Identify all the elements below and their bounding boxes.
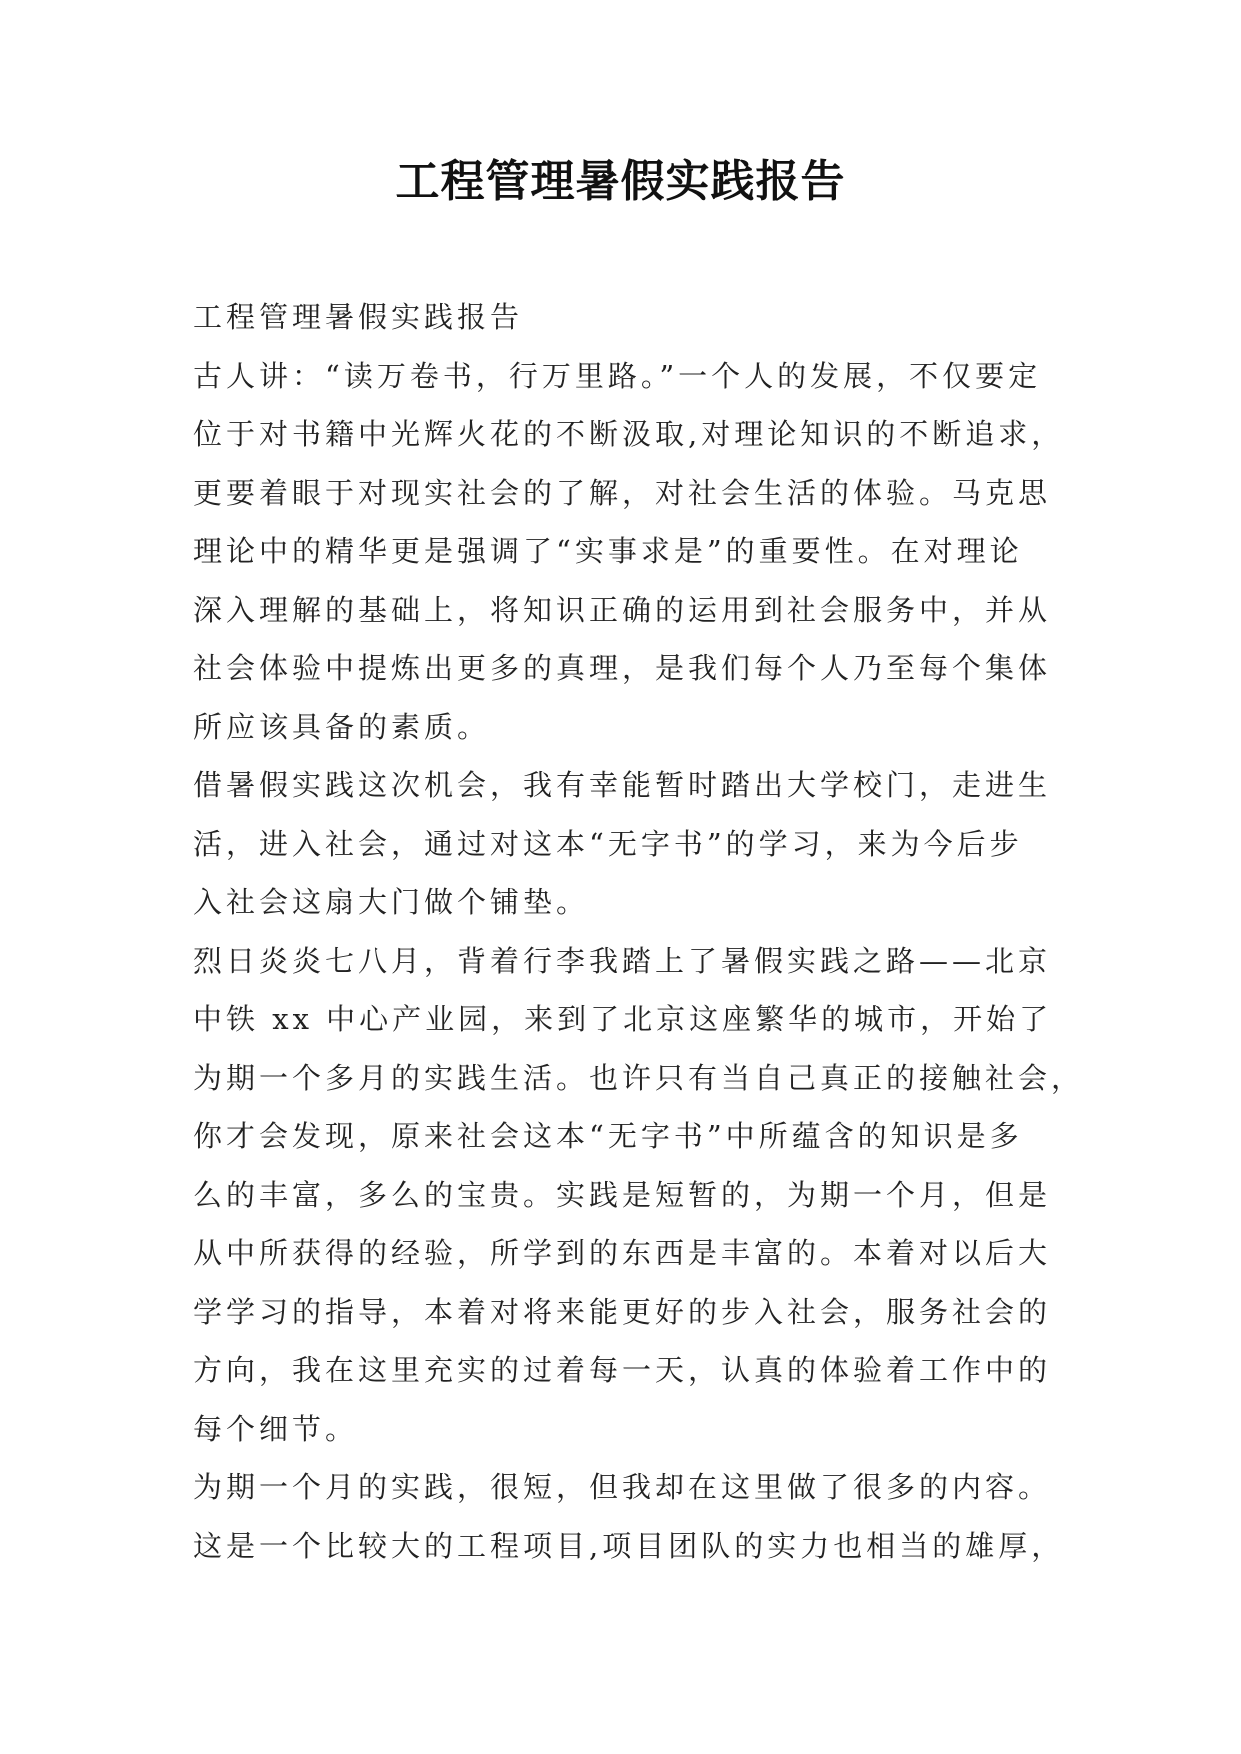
document-title: 工程管理暑假实践报告 (395, 156, 846, 207)
body-line: 学学习的指导，本着对将来能更好的步入社会，服务社会的 (193, 1294, 1052, 1329)
body-line: 社会体验中提炼出更多的真理，是我们每个人乃至每个集体 (193, 651, 1052, 685)
body-line: 为期一个多月的实践生活。也许只有当自己真正的接触社会， (193, 1060, 1085, 1095)
body-line: 入社会这扇大门做个铺垫。 (193, 885, 590, 919)
body-line: 烈日炎炎七八月，背着行李我踏上了暑假实践之路——北京 (193, 943, 1052, 978)
body-line: 古人讲：“读万卷书，行万里路。”一个人的发展，不仅要定 (193, 358, 1042, 393)
body-line: 每个细节。 (193, 1411, 359, 1446)
body-line: 更要着眼于对现实社会的了解，对社会生活的体验。马克思 (193, 475, 1052, 510)
body-line: 你才会发现，原来社会这本“无字书”中所蕴含的知识是多 (193, 1119, 1023, 1153)
document-body (193, 288, 1085, 1575)
body-line: 理论中的精华更是强调了“实事求是”的重要性。在对理论 (193, 534, 1023, 568)
body-line: 么的丰富，多么的宝贵。实践是短暂的，为期一个月，但是 (193, 1177, 1052, 1212)
body-line: 深入理解的基础上，将知识正确的运用到社会服务中，并从 (193, 592, 1052, 627)
body-line: 从中所获得的经验，所学到的东西是丰富的。本着对以后大 (193, 1236, 1052, 1270)
body-line: 方向，我在这里充实的过着每一天，认真的体验着工作中的 (193, 1353, 1052, 1387)
body-line: 所应该具备的素质。 (193, 709, 491, 744)
body-line: 这是一个比较大的工程项目,项目团队的实力也相当的雄厚， (193, 1528, 1065, 1563)
body-line: 为期一个月的实践，很短，但我却在这里做了很多的内容。 (193, 1470, 1052, 1504)
body-line: 活，进入社会，通过对这本“无字书”的学习，来为今后步 (193, 826, 1023, 861)
body-line: 中铁 xx 中心产业园，来到了北京这座繁华的城市，开始了 (193, 1002, 1053, 1036)
body-line: 工程管理暑假实践报告 (193, 300, 524, 334)
body-line: 借暑假实践这次机会，我有幸能暂时踏出大学校门，走进生 (193, 768, 1052, 802)
body-line: 位于对书籍中光辉火花的不断汲取,对理论知识的不断追求， (193, 417, 1065, 451)
